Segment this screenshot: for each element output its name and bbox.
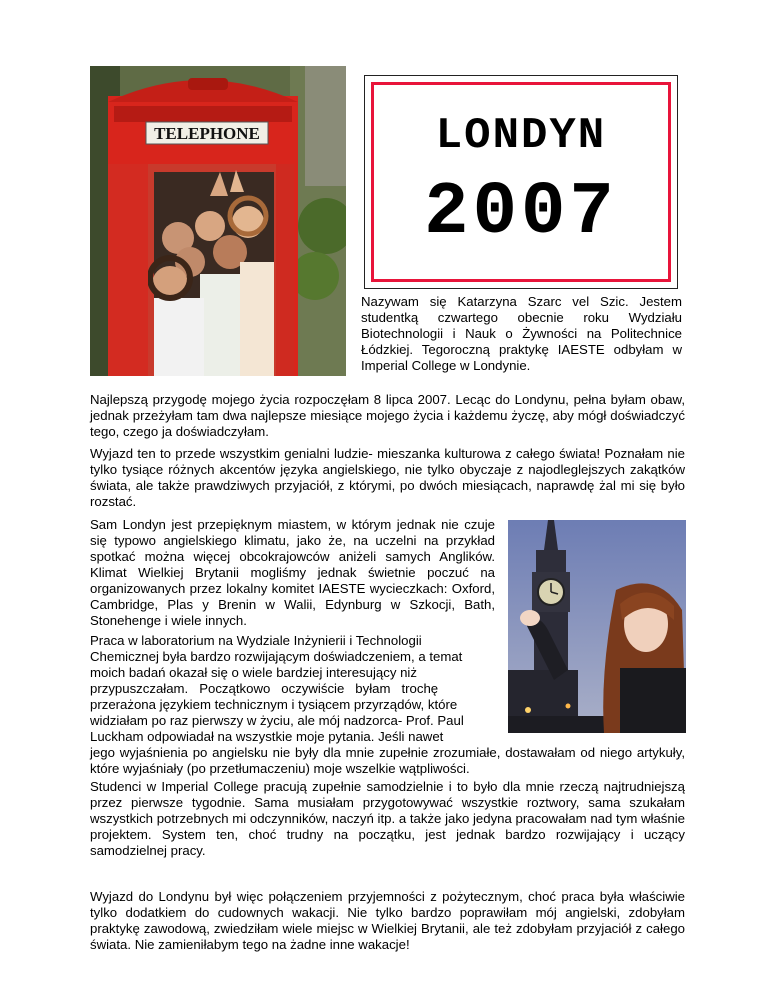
title-year: 2007: [424, 171, 618, 255]
paragraph-4-line-4: przypuszczałam. Początkowo oczywiście byłam trochę: [90, 681, 439, 696]
paragraph-2: Wyjazd ten to przede wszystkim genialni ludzie- mieszanka kulturowa z całego świata! Poznałam nie tylko tysiące różnych akcentów języka angielskiego, nie tylko obyczaje z najodleglejszych zakątków świata, ale także prawdziwych przyjaciół, z którymi, po dwóch miesiącach, naprawdę żal mi się było rozstać.: [90, 446, 685, 509]
photo-telephone-box: [90, 66, 346, 376]
paragraph-5: Studenci w Imperial College pracują zupełnie samodzielnie i to było dla mnie rzeczą najtrudniejszą przez pierwsze tygodnie. Sama musiałam przygotowywać wszystkie roztwory, sama szukałam wszystkich potrzebnych mi odczynników, naczyń itp. a także jako jedyna pracowałam nad tym właśnie projektem. System ten, choć trudny na początku, jest jednak bardzo rozwijający i uczący samodzielnej pracy.: [90, 779, 685, 858]
intro-paragraph: Nazywam się Katarzyna Szarc vel Szic. Jestem studentką czwartego obecnie roku Wydziału Biotechnologii i Nauk o Żywności na Politechnice Łódzkiej. Tegoroczną praktykę IAESTE odbyłam w Imperial College w Londynie.: [361, 294, 682, 373]
title-box: [364, 75, 678, 289]
paragraph-4-line-7: Luckham odpowiadał na wszystkie moje pytania. Jeśli nawet: [90, 729, 444, 744]
paragraph-6: Wyjazd do Londynu był więc połączeniem przyjemności z pożytecznym, choć praca była właściwie tylko dodatkiem do cudownych wakacji. Nie tylko bardzo poprawiłam mój angielski, zdobyłam praktykę zawodową, zwiedziłam wiele miejsc w Wielkiej Brytanii, ale też zdobyłam przyjaciół z całego świata. Nie zamieniłabym tego na żadne inne wakacje!: [90, 889, 685, 952]
paragraph-4: [90, 633, 685, 777]
title-box-inner-border: [371, 82, 671, 282]
title-city: LONDYN: [435, 111, 607, 161]
paragraph-4-line-3: moich badań okazał się o wiele bardziej interesujący niż: [90, 665, 417, 680]
paragraph-4-line-6: widziałam po raz pierwszy w życiu, ale mój nadzorca- Prof. Paul: [90, 713, 464, 728]
paragraph-4-line-2: Chemicznej była bardzo rozwijającym doświadczeniem, a temat: [90, 649, 463, 664]
paragraph-4-line-1: Praca w laboratorium na Wydziale Inżynierii i Technologii: [90, 633, 422, 648]
telephone-box-illustration: [90, 66, 346, 376]
telephone-sign-text: TELEPHONE: [154, 124, 260, 143]
paragraph-4-line-5: przerażona językiem technicznym i tysiącem przyrządów, które: [90, 697, 458, 712]
paragraph-1: Najlepszą przygodę mojego życia rozpoczęłam 8 lipca 2007. Lecąc do Londynu, pełna byłam obaw, jednak przeżyłam tam dwa najlepsze miesiące mojego życia i każdemu życzę, aby mógł doświadczyć tego, czego ja doświadczyłam.: [90, 392, 685, 439]
paragraph-4-tail: jego wyjaśnienia po angielsku nie były dla mnie zupełnie zrozumiałe, dostawałam od niego artykuły, które wyjaśniały (po przetłumaczeniu) moje wszelkie wątpliwości.: [90, 745, 685, 776]
paragraph-3: Sam Londyn jest przepięknym miastem, w którym jednak nie czuje się typowo angielskiego klimatu, jako że, na uczelni na przykład spotkać można więcej obcokrajowców aniżeli samych Anglików. Klimat Wielkiej Brytanii mogliśmy jednak świetnie poczuć na organizowanych przez lokalny komitet IAESTE wycieczkach: Oxford, Cambridge, Plas y Brenin w Walii, Edynburg w Szkocji, Bath, Stonehenge i wiele innych.: [90, 517, 495, 628]
